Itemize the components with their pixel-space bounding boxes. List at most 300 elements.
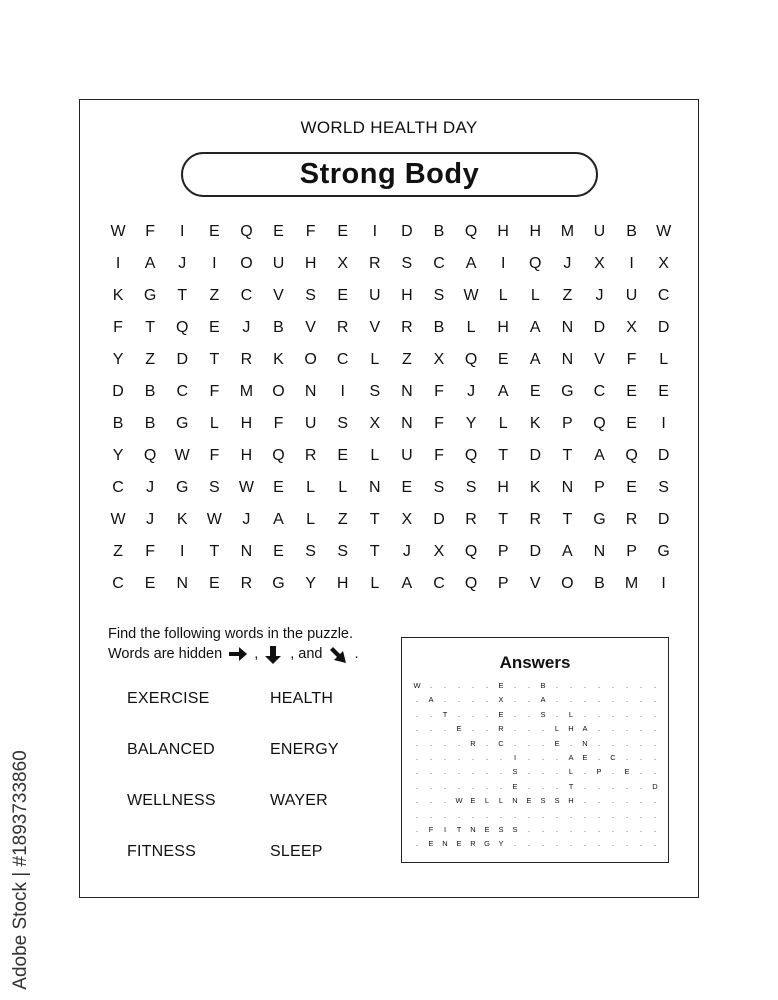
grid-letter: L — [209, 415, 219, 432]
answer-cell: . — [513, 695, 517, 705]
answer-cell: A — [568, 752, 574, 762]
answer-cell: . — [485, 709, 489, 719]
grid-letter: F — [113, 319, 123, 336]
answer-cell: . — [569, 681, 573, 690]
grid-letter: M — [560, 223, 575, 240]
grid-letter: J — [402, 543, 411, 560]
grid-letter: H — [497, 479, 509, 496]
puzzle-subtitle: WORLD HEALTH DAY — [300, 118, 478, 137]
grid-letter: B — [626, 223, 637, 240]
answer-cell: . — [611, 738, 615, 748]
grid-letter: Q — [272, 447, 285, 464]
answer-cell: . — [569, 695, 573, 705]
answer-cell: . — [555, 709, 559, 719]
grid-letter: Q — [625, 447, 638, 464]
grid-letter: E — [337, 447, 349, 464]
grid-letter: K — [176, 511, 188, 528]
arrow-diagonal-icon — [328, 645, 348, 663]
answer-cell: . — [541, 824, 545, 834]
grid-letter: G — [272, 575, 285, 592]
watermark-side-text — [6, 750, 36, 990]
grid-letter: Q — [464, 351, 478, 368]
answer-cell: . — [471, 681, 475, 690]
grid-letter: O — [304, 351, 317, 368]
answer-cell: . — [625, 796, 629, 806]
answer-cell: . — [485, 767, 489, 777]
answer-cell: S — [512, 767, 518, 777]
answer-cell: E — [470, 796, 476, 806]
answer-cell: . — [443, 781, 447, 791]
grid-letter: K — [529, 415, 541, 432]
answer-cell: . — [457, 767, 461, 777]
grid-letter: F — [209, 383, 220, 400]
grid-letter: E — [658, 383, 669, 400]
grid-letter: G — [657, 543, 670, 560]
grid-letter: N — [561, 319, 574, 336]
answer-cell: . — [653, 767, 657, 777]
answer-cell: N — [512, 796, 518, 806]
grid-letter: Q — [464, 543, 478, 560]
grid-letter: C — [112, 575, 124, 592]
grid-letter: P — [497, 543, 509, 560]
grid-letter: L — [498, 287, 508, 304]
answer-cell: . — [415, 781, 419, 791]
grid-letter: I — [629, 255, 634, 272]
grid-letter: H — [304, 255, 317, 272]
grid-letter: S — [433, 479, 445, 496]
grid-letter: S — [401, 255, 413, 272]
grid-letter: R — [240, 575, 253, 592]
grid-letter: C — [433, 255, 445, 272]
grid-letter: B — [594, 575, 605, 592]
answer-cell: . — [485, 724, 489, 734]
grid-letter: Q — [529, 255, 542, 272]
answer-cell: . — [597, 738, 601, 748]
grid-letter: Q — [176, 319, 189, 336]
answer-cell: C — [610, 752, 616, 762]
answer-cell: . — [583, 681, 587, 690]
answer-cell: . — [625, 681, 629, 690]
answer-cell: Y — [498, 839, 504, 849]
grid-letter: V — [273, 287, 284, 304]
answer-cell: . — [429, 681, 433, 690]
answer-cell: . — [471, 695, 475, 705]
answers-box — [401, 637, 669, 863]
answer-cell: . — [443, 738, 447, 748]
grid-letter: T — [145, 319, 156, 336]
grid-letter: W — [238, 479, 254, 496]
answer-cell: . — [653, 839, 657, 849]
answer-cell: . — [541, 752, 545, 762]
grid-letter: F — [434, 447, 444, 464]
grid-letter: C — [657, 287, 670, 304]
grid-letter: Z — [209, 287, 220, 304]
answer-cell: . — [625, 709, 629, 719]
answer-cell: . — [485, 752, 489, 762]
grid-letter: I — [180, 543, 185, 560]
answer-cell: E — [484, 824, 490, 834]
answer-cell: . — [485, 681, 489, 690]
grid-letter: N — [401, 383, 413, 400]
answer-cell: . — [597, 752, 601, 762]
grid-letter: N — [369, 479, 381, 496]
answer-cell: . — [513, 724, 517, 734]
grid-letter: H — [336, 575, 349, 592]
grid-letter: I — [180, 223, 185, 240]
answer-cell: . — [611, 796, 615, 806]
grid-letter: C — [336, 351, 349, 368]
grid-letter: J — [146, 511, 155, 528]
grid-letter: E — [144, 575, 156, 592]
grid-letter: L — [530, 287, 540, 304]
grid-letter: X — [433, 543, 445, 560]
answer-cell: . — [653, 738, 657, 748]
arrow-down-icon — [264, 645, 284, 663]
grid-letter: V — [369, 319, 381, 336]
grid-letter: J — [563, 255, 572, 272]
answer-cell: G — [484, 839, 490, 849]
grid-letter: D — [433, 511, 445, 528]
answer-cell: . — [513, 810, 517, 820]
answers-title: Answers — [499, 653, 571, 672]
instructions-end: . — [354, 646, 359, 662]
grid-letter: V — [594, 351, 605, 368]
letter-grid — [102, 222, 680, 606]
grid-letter: V — [529, 575, 541, 592]
grid-letter: X — [626, 319, 637, 336]
answer-cell: . — [471, 810, 475, 820]
answer-cell: . — [527, 709, 531, 719]
grid-letter: B — [144, 415, 156, 432]
answer-cell: E — [512, 781, 518, 791]
grid-letter: Z — [337, 511, 348, 528]
grid-letter: U — [272, 255, 285, 272]
answer-cell: . — [639, 695, 643, 705]
answer-cell: . — [513, 681, 517, 690]
puzzle-title: Strong Body — [299, 158, 480, 190]
answer-cell: . — [527, 767, 531, 777]
answer-cell: N — [582, 738, 588, 748]
word-list — [127, 690, 390, 894]
grid-letter: Z — [113, 543, 123, 560]
answer-cell: . — [639, 752, 643, 762]
answer-cell: . — [597, 796, 601, 806]
answer-cell: I — [443, 824, 447, 834]
grid-letter: J — [595, 287, 604, 304]
answer-cell: R — [498, 724, 504, 734]
answer-cell: . — [429, 810, 433, 820]
answer-cell: . — [583, 810, 587, 820]
grid-letter: A — [497, 383, 509, 400]
answer-cell: . — [415, 724, 419, 734]
grid-letter: R — [336, 319, 349, 336]
grid-letter: H — [529, 223, 542, 240]
answer-cell: . — [541, 738, 545, 748]
grid-letter: I — [212, 255, 217, 272]
answer-cell: . — [639, 767, 643, 777]
grid-letter: N — [561, 351, 574, 368]
grid-letter: A — [401, 575, 413, 592]
answer-cell: . — [653, 824, 657, 834]
answer-cell: L — [554, 724, 560, 734]
grid-letter: K — [273, 351, 284, 368]
grid-letter: E — [626, 415, 637, 432]
grid-letter: N — [401, 415, 413, 432]
grid-letter: E — [273, 223, 284, 240]
answer-cell: . — [415, 738, 419, 748]
answer-cell: . — [597, 724, 601, 734]
grid-letter: S — [465, 479, 477, 496]
grid-letter: A — [529, 351, 541, 368]
grid-letter: N — [304, 383, 317, 400]
answer-cell: E — [498, 681, 504, 690]
answer-cell: . — [611, 709, 615, 719]
grid-letter: T — [209, 351, 220, 368]
answer-cell: . — [415, 709, 419, 719]
grid-letter: F — [305, 223, 316, 240]
answer-cell: . — [625, 724, 629, 734]
grid-letter: H — [497, 319, 509, 336]
answer-cell: . — [653, 810, 657, 820]
answer-cell: N — [442, 839, 448, 849]
answer-cell: . — [499, 810, 503, 820]
grid-letter: I — [115, 255, 121, 272]
grid-letter: A — [529, 319, 541, 336]
grid-letter: A — [594, 447, 605, 464]
answer-cell: . — [639, 839, 643, 849]
answer-cell: . — [583, 824, 587, 834]
answer-cell: E — [456, 839, 462, 849]
answer-cell: . — [443, 767, 447, 777]
answer-cell: . — [415, 839, 419, 849]
answer-cell: . — [429, 752, 433, 762]
answer-cell: . — [485, 738, 489, 748]
grid-letter: H — [240, 415, 253, 432]
answer-cell: . — [597, 810, 601, 820]
answer-cell: H — [568, 796, 574, 806]
grid-letter: I — [340, 383, 345, 400]
grid-letter: S — [208, 479, 220, 496]
answer-cell: . — [653, 709, 657, 719]
grid-letter: X — [401, 511, 413, 528]
grid-letter: F — [626, 351, 637, 368]
grid-letter: W — [656, 223, 672, 240]
grid-letter: R — [240, 351, 253, 368]
grid-letter: P — [626, 543, 637, 560]
answer-cell: . — [415, 752, 419, 762]
word-item: EXERCISE — [127, 690, 210, 707]
answer-cell: . — [583, 709, 587, 719]
instructions-prefix: Words are hidden — [108, 646, 223, 662]
answer-cell: . — [471, 781, 475, 791]
grid-letter: A — [465, 255, 477, 272]
answer-cell: . — [443, 695, 447, 705]
answer-cell: E — [582, 752, 588, 762]
answer-cell: L — [568, 709, 574, 719]
grid-letter: S — [305, 287, 316, 304]
answer-cell: . — [611, 781, 615, 791]
grid-letter: B — [144, 383, 156, 400]
answer-cell: . — [597, 681, 601, 690]
grid-letter: Q — [464, 223, 478, 240]
answer-cell: . — [499, 781, 503, 791]
grid-letter: W — [110, 511, 126, 528]
grid-letter: L — [498, 415, 508, 432]
answer-cell: . — [443, 752, 447, 762]
answer-cell: . — [541, 767, 545, 777]
grid-letter: D — [529, 543, 542, 560]
answer-cell: . — [513, 709, 517, 719]
grid-letter: E — [208, 319, 220, 336]
answer-cell: A — [428, 695, 434, 705]
instructions-separator-2: , and — [290, 646, 323, 662]
grid-letter: E — [337, 223, 349, 240]
answer-cell: . — [625, 781, 629, 791]
grid-letter: L — [370, 447, 380, 464]
grid-letter: L — [306, 479, 316, 496]
answer-cell: . — [625, 824, 629, 834]
answer-cell: B — [540, 681, 546, 690]
answer-cell: . — [527, 839, 531, 849]
grid-letter: V — [305, 319, 316, 336]
answer-grid — [410, 681, 662, 854]
answer-cell: . — [443, 796, 447, 806]
answer-cell: R — [470, 839, 476, 849]
word-item: WAYER — [270, 792, 328, 809]
answer-cell: . — [527, 738, 531, 748]
grid-letter: D — [657, 319, 670, 336]
answer-cell: . — [457, 738, 461, 748]
answer-cell: . — [555, 695, 559, 705]
grid-letter: G — [176, 479, 189, 496]
answer-cell: . — [611, 824, 615, 834]
answer-cell: A — [540, 695, 546, 705]
answer-cell: W — [455, 796, 463, 806]
answer-cell: E — [624, 767, 630, 777]
grid-letter: G — [561, 383, 574, 400]
answer-cell: . — [611, 724, 615, 734]
answer-cell: . — [471, 767, 475, 777]
grid-letter: U — [401, 447, 413, 464]
grid-letter: A — [144, 255, 156, 272]
answer-cell: . — [457, 681, 461, 690]
grid-letter: F — [145, 543, 156, 560]
grid-letter: X — [433, 351, 445, 368]
answer-cell: . — [429, 781, 433, 791]
word-item: HEALTH — [270, 690, 334, 707]
answer-cell: . — [415, 796, 419, 806]
answer-cell: X — [498, 695, 504, 705]
grid-letter: F — [434, 383, 444, 400]
grid-letter: U — [593, 223, 606, 240]
grid-letter: O — [561, 575, 574, 592]
watermark-side-label: Adobe Stock | #1893733860 — [10, 750, 31, 990]
grid-letter: S — [337, 543, 349, 560]
answer-cell: . — [639, 709, 643, 719]
word-item: ENERGY — [270, 741, 339, 758]
instructions — [108, 624, 359, 664]
grid-letter: F — [273, 415, 284, 432]
answer-cell: . — [527, 752, 531, 762]
answer-cell: . — [555, 810, 559, 820]
title-banner — [181, 152, 598, 197]
answer-cell: E — [526, 796, 532, 806]
answer-cell: . — [527, 781, 531, 791]
answer-cell: . — [485, 781, 489, 791]
answer-cell: . — [429, 709, 433, 719]
grid-letter: R — [369, 255, 381, 272]
answer-cell: . — [415, 810, 419, 820]
grid-letter: W — [110, 223, 126, 240]
answer-cell: . — [625, 810, 629, 820]
answer-cell: . — [443, 681, 447, 690]
answer-cell: . — [569, 839, 573, 849]
grid-letter: T — [369, 543, 380, 560]
grid-letter: J — [146, 479, 155, 496]
answer-cell: S — [540, 709, 546, 719]
answer-cell: . — [527, 824, 531, 834]
answer-cell: . — [625, 695, 629, 705]
answer-cell: . — [527, 724, 531, 734]
answer-cell: . — [555, 839, 559, 849]
grid-letter: C — [176, 383, 189, 400]
grid-letter: B — [273, 319, 284, 336]
grid-letter: J — [242, 319, 251, 336]
answer-cell: . — [429, 724, 433, 734]
grid-letter: Q — [240, 223, 253, 240]
answer-cell: . — [471, 724, 475, 734]
answer-cell: . — [639, 738, 643, 748]
answer-cell: . — [541, 810, 545, 820]
answer-cell: . — [653, 681, 657, 690]
answer-cell: . — [611, 810, 615, 820]
grid-letter: T — [209, 543, 220, 560]
grid-letter: W — [463, 287, 479, 304]
grid-letter: K — [529, 479, 541, 496]
answer-cell: E — [498, 709, 504, 719]
grid-letter: F — [209, 447, 220, 464]
answer-cell: . — [583, 695, 587, 705]
grid-letter: P — [562, 415, 573, 432]
grid-letter: G — [593, 511, 606, 528]
grid-letter: C — [112, 479, 124, 496]
grid-letter: R — [529, 511, 542, 528]
answer-cell: . — [499, 752, 503, 762]
grid-letter: D — [401, 223, 413, 240]
grid-letter: T — [498, 511, 509, 528]
grid-letter: J — [242, 511, 251, 528]
answer-cell: . — [485, 695, 489, 705]
grid-letter: A — [273, 511, 284, 528]
answer-cell: . — [499, 767, 503, 777]
answer-cell: T — [568, 781, 574, 791]
grid-letter: Q — [593, 415, 606, 432]
answer-cell: . — [597, 709, 601, 719]
word-item: WELLNESS — [127, 792, 216, 809]
arrow-right-icon — [228, 645, 248, 663]
answer-cell: . — [597, 839, 601, 849]
grid-letter: Q — [143, 447, 157, 464]
grid-letter: Y — [465, 415, 477, 432]
grid-letter: W — [206, 511, 222, 528]
grid-letter: I — [500, 255, 506, 272]
answer-cell: . — [653, 796, 657, 806]
grid-letter: T — [562, 511, 573, 528]
grid-letter: U — [369, 287, 381, 304]
grid-letter: H — [497, 223, 509, 240]
grid-letter: P — [497, 575, 509, 592]
instructions-separator-1: , — [254, 646, 259, 662]
